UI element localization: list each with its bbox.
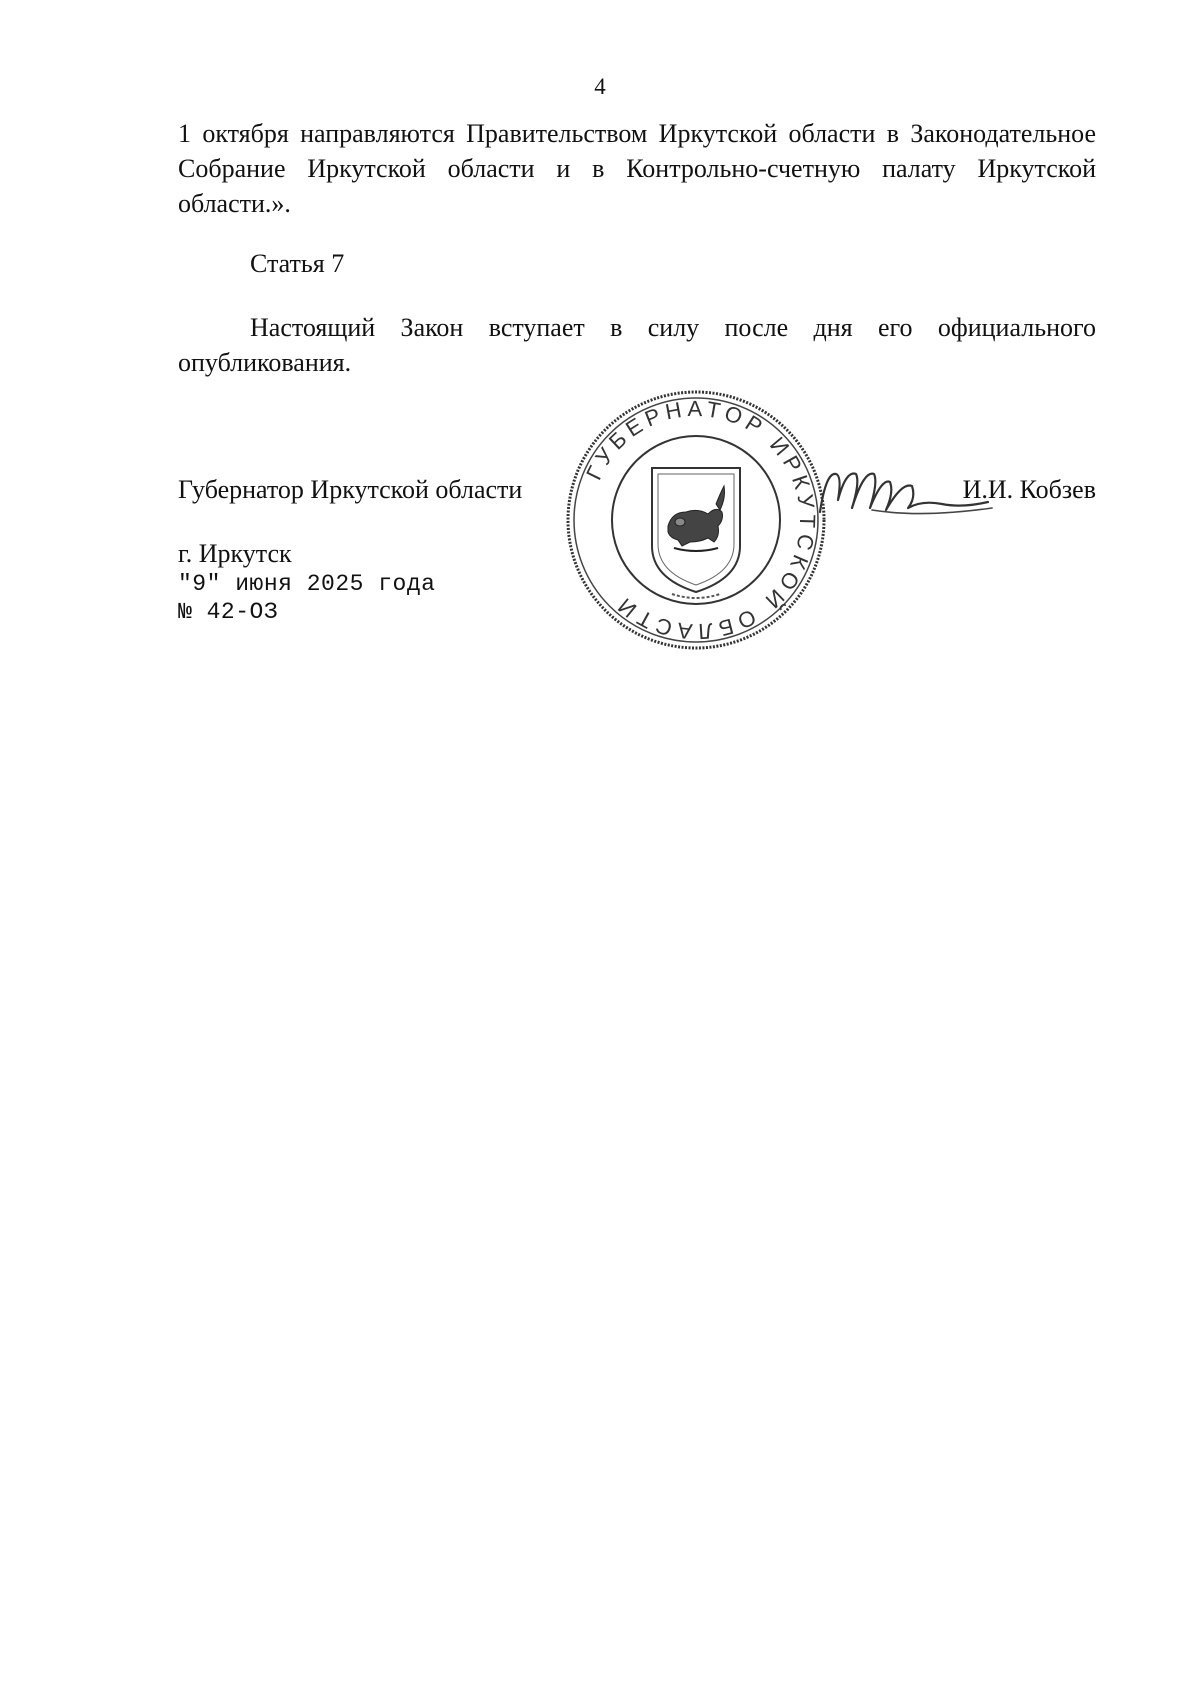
article-text: Настоящий Закон вступает в силу после дня его официального опубликования. xyxy=(178,313,1096,377)
signing-date: "9" июня 2025 года xyxy=(178,571,436,597)
signature-title: Губернатор Иркутской области xyxy=(178,475,523,504)
signatory-name: И.И. Кобзев xyxy=(962,475,1096,504)
law-number: № 42-ОЗ xyxy=(178,599,279,625)
place-of-signing: г. Иркутск xyxy=(178,539,292,568)
official-seal-icon xyxy=(562,386,830,654)
babr-emblem-icon xyxy=(668,486,725,551)
article-heading: Статья 7 xyxy=(250,249,345,278)
paragraph-continuation: 1 октября направляются Правительством Иркутской области в Законодательное Собрание Иркутской области и в Контрольно-счетную палату Иркутской области.». xyxy=(178,119,1096,218)
page-number: 4 xyxy=(594,74,606,99)
seal-text: ГУБЕРНАТОР ИРКУТСКОЙ ОБЛАСТИ xyxy=(581,395,821,645)
